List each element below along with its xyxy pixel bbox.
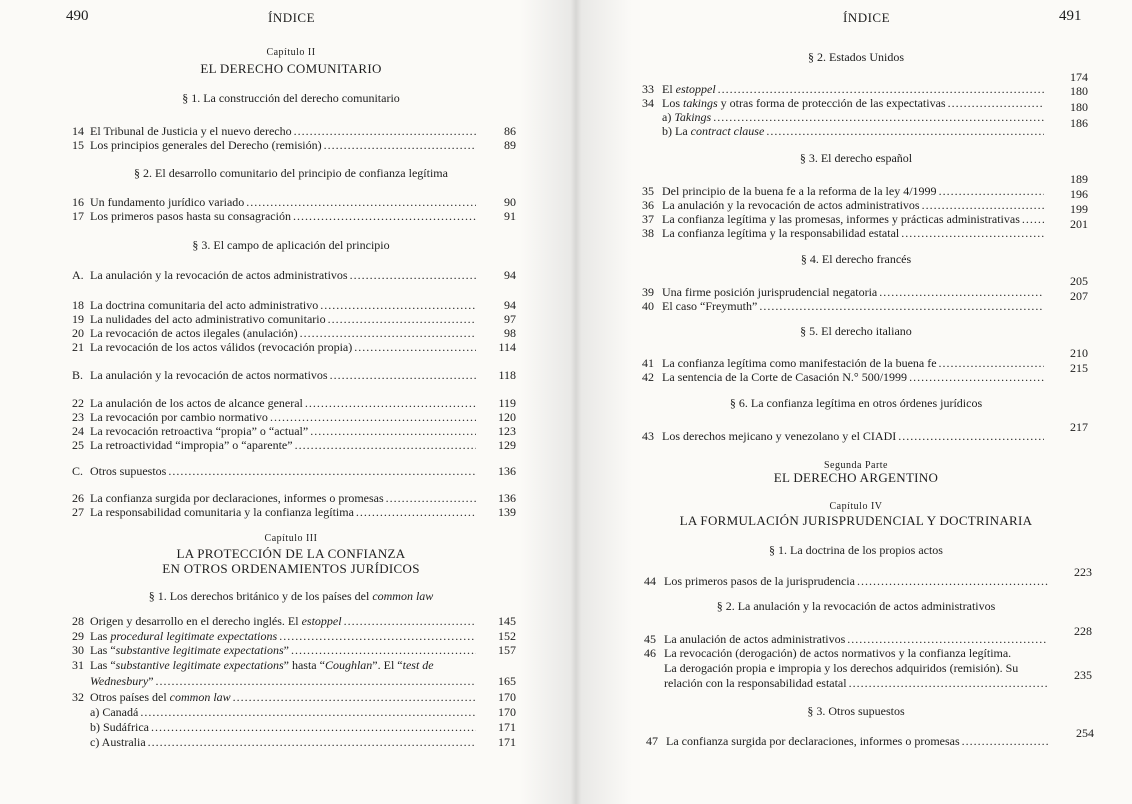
toc-entry-continuation: Wednesbury” ..... 165 — [72, 674, 516, 688]
toc-entry-continuation: relación con la responsabilidad estatal ..... 235 — [644, 676, 1092, 690]
toc-entry: 25 La retroactividad “impropia” o “aparente” ..... 129 — [72, 438, 516, 452]
chapter-title: EL DERECHO COMUNITARIO — [200, 61, 382, 76]
toc-entry: A. La anulación y la revocación de actos administrativos ..... 94 — [72, 268, 516, 282]
toc-entry: 40 El caso “Freymuth” ..... 207 — [642, 299, 1088, 313]
section-heading: § 3. Otros supuestos — [807, 704, 905, 718]
chapter-title: LA FORMULACIÓN JURISPRUDENCIAL Y DOCTRINARIA — [679, 513, 1033, 528]
toc-entry: 42 La sentencia de la Corte de Casación N.° 500/1999 ..... 215 — [642, 370, 1088, 384]
toc-entry: 27 La responsabilidad comunitaria y la confianza legítima ..... 139 — [72, 505, 516, 519]
toc-entry: 28 Origen y desarrollo en el derecho inglés. El estoppel ..... 145 — [72, 614, 516, 628]
toc-entry: 33 El estoppel ..... 174 — [642, 82, 1088, 96]
section-heading: § 2. Estados Unidos — [808, 50, 904, 64]
toc-entry: 17 Los primeros pasos hasta su consagración ..... 91 — [72, 209, 516, 223]
toc-entry: 18 La doctrina comunitaria del acto administrativo ..... 94 — [72, 298, 516, 312]
toc-entry: 36 La anulación y la revocación de actos administrativos ..... 196 — [642, 198, 1088, 212]
toc-entry: 37 La confianza legítima y las promesas, informes y prácticas administrativas ..... 199 — [642, 212, 1088, 226]
section-heading: § 2. La anulación y la revocación de actos administrativos — [716, 599, 996, 613]
toc-entry: 19 La nulidades del acto administrativo comunitario ..... 97 — [72, 312, 516, 326]
toc-entry: 30 Las “substantive legitimate expectations” ..... 157 — [72, 643, 516, 657]
part-label: Segunda Parte — [824, 460, 888, 471]
chapter-label: Capítulo II — [266, 47, 316, 58]
toc-entry: 32 Otros países del common law ..... 170 — [72, 690, 516, 704]
toc-entry: b) Sudáfrica ..... 171 — [72, 720, 516, 734]
toc-entry: 29 Las procedural legitimate expectations ..... 152 — [72, 629, 516, 643]
toc-entry: a) Takings ..... 180 — [642, 110, 1088, 124]
section-heading: § 6. La confianza legítima en otros órdenes jurídicos — [729, 396, 983, 410]
toc-entry: 15 Los principios generales del Derecho (remisión) ..... 89 — [72, 138, 516, 152]
page-number: 490 — [66, 8, 89, 24]
toc-entry: 39 Una firme posición jurisprudencial negatoria ..... 205 — [642, 285, 1088, 299]
running-head: ÍNDICE — [843, 10, 891, 25]
toc-entry: 35 Del principio de la buena fe a la reforma de la ley 4/1999 ..... 189 — [642, 184, 1088, 198]
toc-entry: B. La anulación y la revocación de actos normativos ..... 118 — [72, 368, 516, 382]
toc-entry: 45 La anulación de actos administrativos ..... 228 — [644, 632, 1092, 646]
toc-entry: 14 El Tribunal de Justicia y el nuevo derecho ..... 86 — [72, 124, 516, 138]
chapter-title: LA PROTECCIÓN DE LA CONFIANZA — [176, 546, 406, 561]
toc-entry: 44 Los primeros pasos de la jurisprudencia ..... 223 — [644, 574, 1092, 588]
toc-entry: 31 Las “substantive legitimate expectations” hasta “Coughlan”. El “test de — [72, 658, 434, 672]
toc-entry: 16 Un fundamento jurídico variado ..... 90 — [72, 195, 516, 209]
toc-entry: 41 La confianza legítima como manifestación de la buena fe ..... 210 — [642, 356, 1088, 370]
part-title: EL DERECHO ARGENTINO — [773, 470, 939, 485]
section-heading: § 1. La doctrina de los propios actos — [769, 543, 943, 557]
toc-entry: 46 La revocación (derogación) de actos normativos y la confianza legítima. — [644, 646, 1012, 660]
section-heading: § 1. La construcción del derecho comunitario — [182, 91, 400, 105]
toc-entry: c) Australia ..... 171 — [72, 735, 516, 749]
section-heading: § 4. El derecho francés — [800, 252, 912, 266]
toc-entry: a) Canadá ..... 170 — [72, 705, 516, 719]
right-page — [566, 0, 1132, 804]
toc-entry: C. Otros supuestos ..... 136 — [72, 464, 516, 478]
toc-entry: 20 La revocación de actos ilegales (anulación) ..... 98 — [72, 326, 516, 340]
toc-entry: 22 La anulación de los actos de alcance general ..... 119 — [72, 396, 516, 410]
section-heading: § 5. El derecho italiano — [800, 324, 912, 338]
toc-entry: 26 La confianza surgida por declaraciones, informes o promesas ..... 136 — [72, 491, 516, 505]
toc-entry-continuation: La derogación propia e impropia y los derechos adquiridos (remisión). Su — [664, 661, 1019, 675]
running-head: ÍNDICE — [268, 10, 316, 25]
section-heading: § 2. El desarrollo comunitario del principio de confianza legítima — [134, 166, 448, 180]
toc-entry: b) La contract clause ..... 186 — [642, 124, 1088, 138]
toc-entry: 24 La revocación retroactiva “propia” o “actual” ..... 123 — [72, 424, 516, 438]
section-heading: § 3. El campo de aplicación del principio — [192, 238, 390, 252]
section-heading: § 3. El derecho español — [799, 151, 913, 165]
chapter-label: Capítulo IV — [829, 501, 883, 512]
toc-entry: 43 Los derechos mejicano y venezolano y el CIADI ..... 217 — [642, 429, 1088, 443]
toc-entry: 21 La revocación de los actos válidos (revocación propia) ..... 114 — [72, 340, 516, 354]
toc-entry: 47 La confianza surgida por declaraciones, informes o promesas ..... 254 — [646, 734, 1094, 748]
chapter-label: Capítulo III — [264, 533, 318, 544]
toc-entry: 34 Los takings y otras forma de protección de las expectativas ..... 180 — [642, 96, 1088, 110]
toc-entry: 38 La confianza legítima y la responsabilidad estatal ..... 201 — [642, 226, 1088, 240]
toc-entry: 23 La revocación por cambio normativo ..... 120 — [72, 410, 516, 424]
chapter-title: EN OTROS ORDENAMIENTOS JURÍDICOS — [162, 561, 420, 576]
page-number: 491 — [1059, 8, 1082, 24]
section-heading: § 1. Los derechos británico y de los países del common law — [148, 589, 434, 603]
